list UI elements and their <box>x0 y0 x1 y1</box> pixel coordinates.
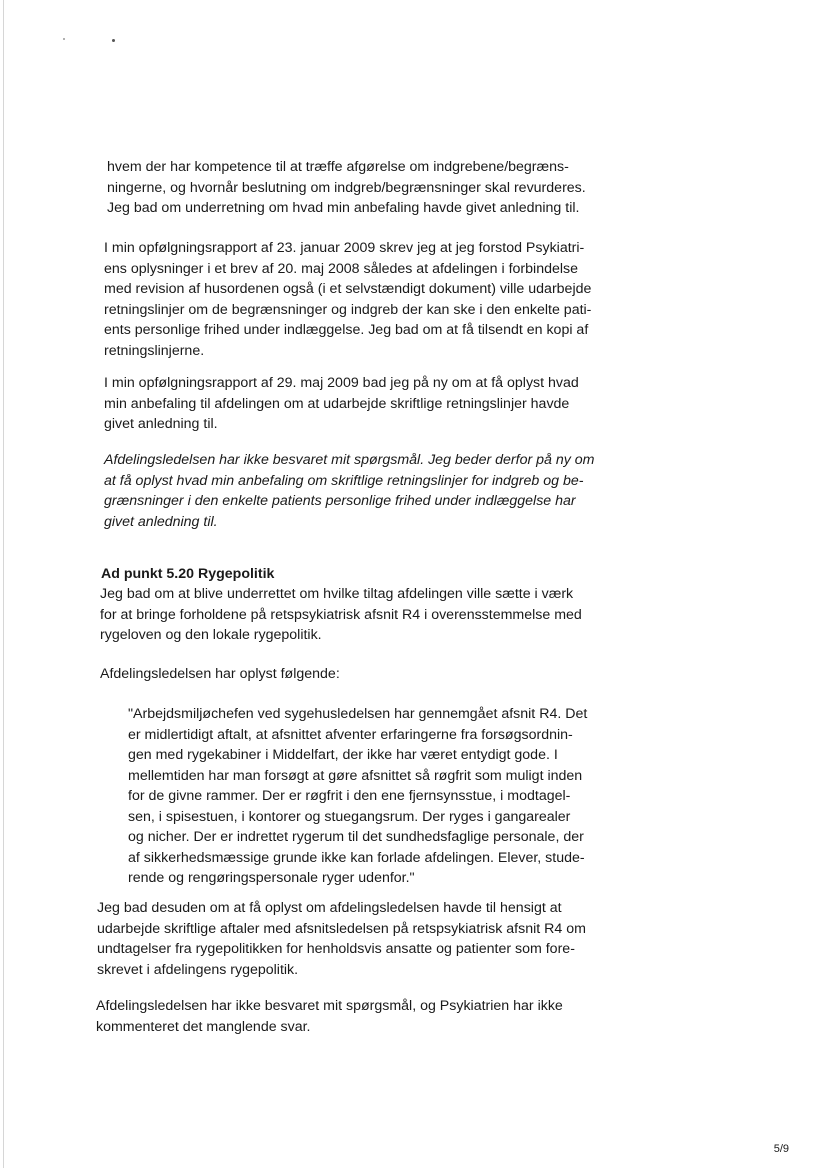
paragraph-p9 <box>96 996 563 1037</box>
text-line: Jeg bad desuden om at få oplyst om afdelingsledelsen havde til hensigt at <box>97 900 562 916</box>
text-line: Jeg bad om at blive underrettet om hvilke tiltag afdelingen ville sætte i værk <box>100 586 574 602</box>
text-line: hvem der har kompetence til at træffe afgørelse om indgrebene/begræns- <box>107 159 569 175</box>
text-line: mellemtiden har man forsøgt at gøre afsnittet så røgfrit som muligt inden <box>128 767 583 784</box>
text-line: af sikkerhedsmæssige grunde ikke kan forlade afdelingen. Elever, stude- <box>128 849 585 866</box>
text-line: for de givne rammer. Der er røgfrit i den ene fjernsynsstue, i modtagel- <box>128 788 571 804</box>
text-line: Jeg bad om underretning om hvad min anbefaling havde givet anledning til. <box>107 200 580 216</box>
text-line: rygeloven og den lokale rygepolitik. <box>100 627 322 643</box>
text-line: grænsninger i den enkelte patients personlige frihed under indlæggelse har <box>104 493 576 509</box>
text-line: at få oplyst hvad min anbefaling om skriftlige retningslinjer for indgreb og be- <box>104 472 584 489</box>
text-line: "Arbejdsmiljøchefen ved sygehusledelsen har gennemgået afsnit R4. Det <box>128 706 588 722</box>
scan-edge-line <box>3 0 4 1168</box>
text-line: Afdelingsledelsen har ikke besvaret mit spørgsmål. Jeg beder derfor på ny om <box>104 452 595 468</box>
text-line: Afdelingsledelsen har ikke besvaret mit spørgsmål, og Psykiatrien har ikke <box>96 998 563 1014</box>
text-line: givet anledning til. <box>104 513 218 530</box>
text-line: med revision af husordenen også (i et selvstændigt dokument) ville udarbejde <box>104 281 592 297</box>
scan-speck <box>112 39 115 42</box>
text-line: for at bringe forholdene på retspsykiatrisk afsnit R4 i overensstemmelse med <box>100 606 582 623</box>
text-line: gen med rygekabiner i Middelfart, der ikke har været entydigt gode. I <box>128 747 558 763</box>
text-line: min anbefaling til afdelingen om at udarbejde skriftlige retningslinjer havde <box>104 395 570 412</box>
paragraph-p3 <box>104 373 579 435</box>
text-line: retningslinjer om de begrænsninger og indgreb der kan ske i den enkelte pati- <box>104 301 592 318</box>
text-line: er midlertidigt aftalt, at afsnittet afventer erfaringerne fra forsøgsordnin- <box>128 726 573 743</box>
text-line: ningerne, og hvornår beslutning om indgreb/begrænsninger skal revurderes. <box>107 179 586 196</box>
paragraph-p5 <box>100 584 582 646</box>
paragraph-p1 <box>107 157 586 219</box>
paragraph-p6 <box>100 664 340 685</box>
text-line: Afdelingsledelsen har oplyst følgende: <box>100 666 340 682</box>
text-line: og nicher. Der er indrettet rygerum til det sundhedsfaglige personale, der <box>128 829 584 845</box>
text-line: kommenteret det manglende svar. <box>96 1018 311 1035</box>
text-line: rende og rengøringspersonale ryger udenfor." <box>128 870 415 886</box>
text-line: I min opfølgningsrapport af 29. maj 2009 bad jeg på ny om at få oplyst hvad <box>104 375 579 391</box>
text-line: ents personlige frihed under indlæggelse. Jeg bad om at få tilsendt en kopi af <box>104 322 589 338</box>
paragraph-p8 <box>97 898 586 980</box>
text-line: ens oplysninger i et brev af 20. maj 2008 således at afdelingen i forbindelse <box>104 260 579 277</box>
text-line: sen, i spisestuen, i kontorer og stuegangsrum. Der ryges i gangarealer <box>128 808 571 825</box>
scan-speck <box>63 38 65 40</box>
text-line: udarbejde skriftlige aftaler med afsnitsledelsen på retspsykiatrisk afsnit R4 om <box>97 920 586 937</box>
paragraph-p7-quote <box>128 704 587 889</box>
text-line: skrevet i afdelingens rygepolitik. <box>97 961 299 978</box>
paragraph-p2 <box>104 238 591 361</box>
paragraph-p4 <box>104 450 595 532</box>
section-heading: Ad punkt 5.20 Rygepolitik <box>101 566 275 582</box>
page-number: 5/9 <box>773 1143 789 1155</box>
text-line: undtagelser fra rygepolitikken for henholdsvis ansatte og patienter som fore- <box>97 941 575 957</box>
text-line: retningslinjerne. <box>104 342 205 359</box>
text-line: givet anledning til. <box>104 416 218 432</box>
text-line: I min opfølgningsrapport af 23. januar 2009 skrev jeg at jeg forstod Psykiatri- <box>104 240 585 256</box>
